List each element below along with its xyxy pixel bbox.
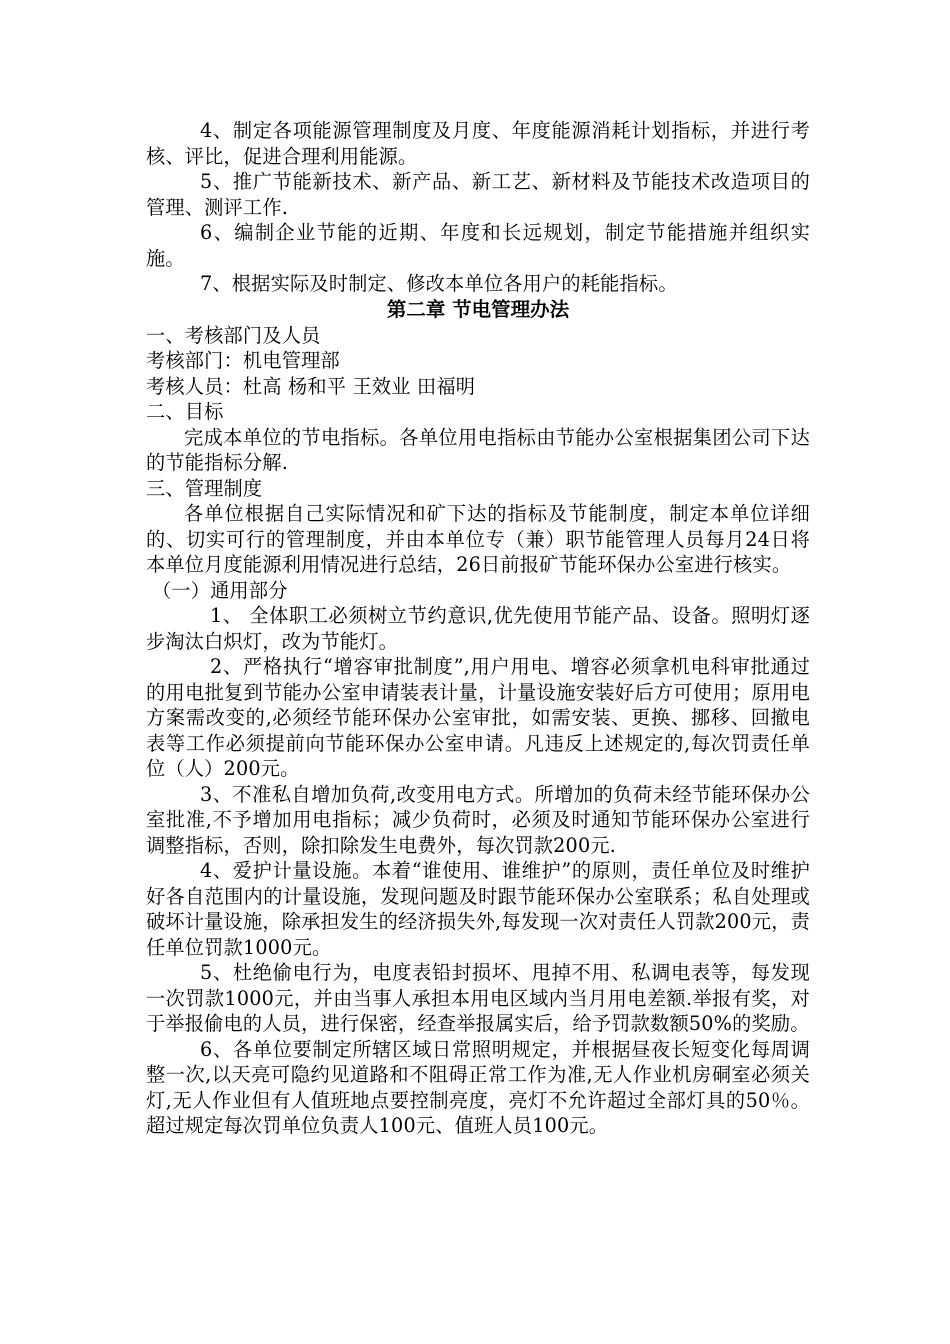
section-heading-2: 二、目标	[146, 400, 224, 423]
assessment-department: 考核部门：机电管理部	[146, 349, 340, 372]
paragraph-item-7: 7、根据实际及时制定、修改本单位各用户的耗能指标。	[200, 272, 678, 295]
goal-paragraph: 完成本单位的节电指标。各单位用电指标由节能办公室根据集团公司下达的节能指标分解.	[146, 425, 810, 474]
paragraph-item-5: 5、推广节能新技术、新产品、新工艺、新材料及节能技术改造项目的管理、测评工作.	[146, 170, 810, 219]
management-paragraph: 各单位根据自己实际情况和矿下达的指标及节能制度，制定本单位详细的、切实可行的管理制度，并由本单位专（兼）职节能管理人员每月24日将本单位月度能源利用情况进行总结，26日前报矿节能环保办公室进行核实。	[146, 502, 810, 576]
subsection-heading: （一）通用部分	[152, 578, 288, 602]
rule-item-3: 3、不准私自增加负荷,改变用电方式。所增加的负荷未经节能环保办公室批准,不予增加用电指标；减少负荷时，必须及时通知节能环保办公室进行调整指标，否则，除扣除发生电费外，每次罚款200元.	[146, 782, 810, 857]
section-heading-1: 一、考核部门及人员	[146, 323, 321, 347]
rule-item-2: 2、严格执行“增容审批制度”,用户用电、增容必须拿机电科审批通过的用电批复到节能办公室申请装表计量，计量设施安装好后方可使用；原用电方案需改变的,必须经节能环保办公室审批，如需安装、更换、挪移、回撤电表等工作必须提前向节能环保办公室申请。凡违反上述规定的,每次罚责任单位（人）200元。	[146, 655, 810, 780]
rule-item-4: 4、爱护计量设施。本着“谁使用、谁维护”的原则，责任单位及时维护好各自范围内的计量设施，发现问题及时跟节能环保办公室联系；私自处理或破坏计量设施，除承担发生的经济损失外,每发现一次对责任人罚款200元，责任单位罚款1000元。	[146, 859, 810, 959]
rule-item-1: 1、 全体职工必须树立节约意识,优先使用节能产品、设备。照明灯逐步淘汰白炽灯，改为节能灯。	[146, 604, 810, 653]
rule-item-6: 6、各单位要制定所辖区域日常照明规定，并根据昼夜长短变化每周调整一次,以天亮可隐约见道路和不阻碍正常工作为准,无人作业机房硐室必须关灯,无人作业但有人值班地点要控制亮度，亮灯不允许超过全部灯具的50％。超过规定每次罚单位负责人100元、值班人员100元。	[146, 1037, 810, 1137]
rule-item-5: 5、杜绝偷电行为，电度表铅封损坏、甩掉不用、私调电表等，每发现一次罚款1000元，并由当事人承担本用电区域内当月用电差额.举报有奖，对于举报偷电的人员，进行保密，经查举报属实后，给予罚款数额50%的奖励。	[146, 961, 810, 1035]
paragraph-item-6: 6、编制企业节能的近期、年度和长远规划，制定节能措施并组织实施。	[146, 221, 810, 270]
document-body	[146, 118, 810, 1139]
section-heading-3: 三、管理制度	[146, 476, 263, 500]
assessment-personnel: 考核人员：杜高 杨和平 王效业 田福明	[146, 374, 476, 398]
chapter-title: 第二章 节电管理办法	[386, 297, 570, 321]
paragraph-item-4: 4、制定各项能源管理制度及月度、年度能源消耗计划指标，并进行考核、评比，促进合理利用能源。	[146, 119, 810, 168]
